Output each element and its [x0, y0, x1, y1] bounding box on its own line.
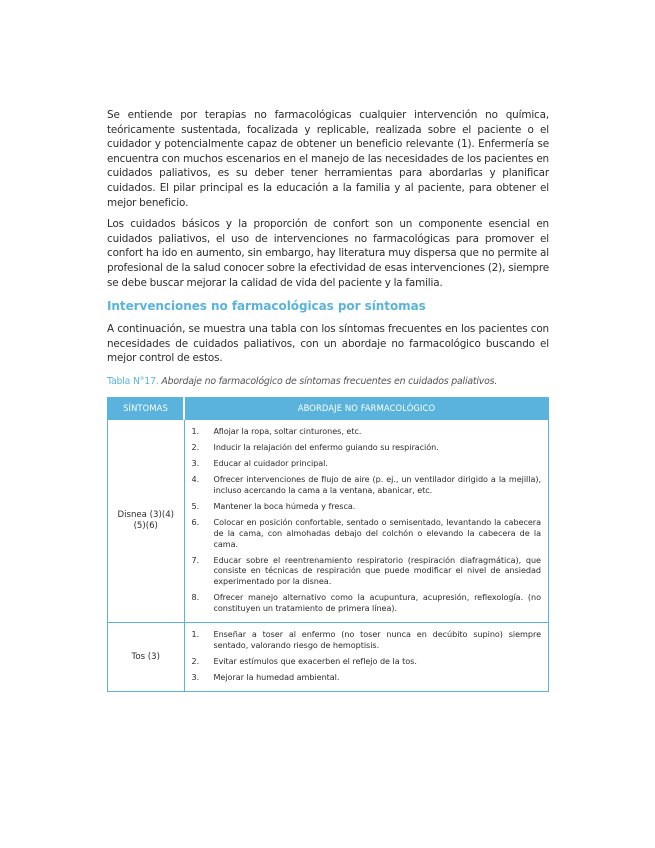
list-item — [190, 474, 542, 495]
table-body — [108, 419, 549, 691]
list-item-text: Educar al cuidador principal. — [213, 458, 328, 469]
list-item — [190, 629, 542, 650]
table-row — [108, 419, 549, 622]
symptom-cell: Disnea (3)(4) (5)(6) — [108, 419, 185, 622]
list-item — [190, 555, 542, 587]
table-caption — [107, 376, 549, 388]
list-item-text: Educar sobre el reentrenamiento respiratorio (respiración diafragmática), que consiste en técnicas de respiración que puede modificar el nivel de ansiedad experimentado por la disnea. — [213, 554, 541, 586]
list-item-text: Aflojar la ropa, soltar cinturones, etc. — [213, 425, 362, 436]
section-heading: Intervenciones no farmacológicas por síntomas — [107, 299, 426, 314]
list-item-number: 1. — [191, 425, 200, 436]
list-item — [190, 672, 542, 683]
list-item — [190, 426, 542, 437]
header-symptoms: SÍNTOMAS — [108, 397, 185, 419]
symptom-cell: Tos (3) — [108, 622, 185, 691]
list-item-text: Mejorar la humedad ambiental. — [213, 671, 340, 682]
list-item-text: Mantener la boca húmeda y fresca. — [213, 501, 356, 512]
approach-list — [190, 426, 542, 613]
symptoms-table — [107, 397, 549, 692]
list-item-number: 7. — [191, 554, 200, 565]
list-item-number: 6. — [191, 517, 200, 528]
list-item — [190, 458, 542, 469]
list-item-number: 8. — [191, 592, 200, 603]
approach-list — [190, 629, 542, 683]
list-item-text: Ofrecer intervenciones de flujo de aire (p. ej., un ventilador dirigido a la mejilla), incluso acercando la cama a la ventana, abanicar, etc. — [213, 474, 541, 496]
list-item-number: 3. — [191, 458, 200, 469]
header-approach: ABORDAJE NO FARMACOLÓGICO — [184, 397, 549, 419]
paragraph-1: Se entiende por terapias no farmacológicas cualquier intervención no química, teóricamente sustentada, focalizada y replicable, realizada sobre el paciente o el cuidador y potencialmente capaz de obtener un beneficio relevante (1). Enfermería se encuentra con muchos escenarios en el manejo de las necesidades de los pacientes en cuidados paliativos, es su deber tener herramientas para abordarlas y planificar cuidados. El pilar principal es la educación a la familia y al paciente, para obtener el mejor beneficio. — [107, 109, 549, 209]
list-item-text: Inducir la relajación del enfermo guiando su respiración. — [213, 442, 439, 453]
list-item-number: 3. — [191, 671, 200, 682]
list-item-text: Colocar en posición confortable, sentado o semisentado, levantando la cabecera de la cama, con almohadas debajo del colchón o elevando la cabecera de la cama. — [213, 517, 541, 549]
page-content — [107, 108, 549, 692]
approach-cell — [184, 419, 549, 622]
list-item — [190, 592, 542, 613]
list-item-number: 1. — [191, 628, 200, 639]
paragraph-2: Los cuidados básicos y la proporción de confort son un componente esencial en cuidados paliativos, el uso de intervenciones no farmacológicas para promover el confort ha ido en aumento, sin embargo, hay literatura muy dispersa que no permite al profesional de la salud conocer sobre la efectividad de esas intervenciones (2), siempre se debe buscar mejorar la calidad de vida del paciente y la familia. — [107, 218, 549, 289]
list-item-number: 2. — [191, 442, 200, 453]
list-item-text: Evitar estímulos que exacerben el reflejo de la tos. — [213, 655, 417, 666]
table-caption-label: Tabla N°17. — [107, 375, 159, 387]
list-item-number: 5. — [191, 501, 200, 512]
list-item-number: 4. — [191, 474, 200, 485]
table-row — [108, 622, 549, 691]
table-caption-title: Abordaje no farmacológico de síntomas frecuentes en cuidados paliativos. — [161, 375, 498, 387]
list-item — [190, 442, 542, 453]
list-item-number: 2. — [191, 655, 200, 666]
list-item-text: Ofrecer manejo alternativo como la acupuntura, acupresión, reflexología. (no constituyen un tratamiento de primera línea). — [213, 592, 541, 613]
table-header-row — [108, 397, 549, 419]
approach-cell — [184, 622, 549, 691]
section-intro: A continuación, se muestra una tabla con los síntomas frecuentes en los pacientes con necesidades de cuidados paliativos, con un abordaje no farmacológico buscando el mejor control de estos. — [107, 323, 549, 365]
list-item-text: Enseñar a toser al enfermo (no toser nunca en decúbito supino) siempre sentado, valorando riesgo de hemoptisis. — [213, 628, 541, 650]
list-item — [190, 656, 542, 667]
list-item — [190, 501, 542, 512]
list-item — [190, 517, 542, 549]
